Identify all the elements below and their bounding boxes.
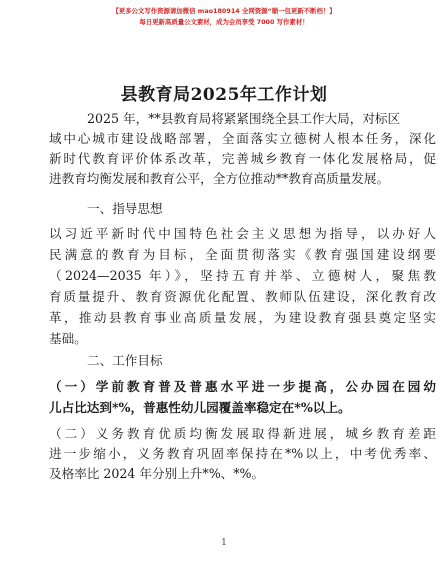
goal-line: （一）学前教育普及普惠水平进一步提高，公办园在园幼 (49, 379, 436, 394)
intro-line: 进教育均衡发展和教育公平，全方位推动**教育高质量发展。 (49, 171, 390, 186)
intro-line: 2025 年，**县教育局将紧紧围绕全县工作大局，对标区 (87, 111, 401, 126)
goal-line: （二）义务教育优质均衡发展取得新进展，城乡教育差距 (49, 426, 436, 441)
promo-banner-line-1: 【更多公文写作资源请加微信 mao180914 全网资源“顺一包更新不断档！】 (112, 7, 336, 15)
body-line: （2024—2035 年）》，坚持五育并举、立德树人，聚焦教 (49, 268, 436, 283)
body-line: 民满意的教育为目标，全面贯彻落实《教育强国建设纲要 (49, 247, 436, 262)
body-line: 育质量提升、教育资源优化配置、教师队伍建设，深化教育改 (49, 289, 436, 304)
page-number: 1 (221, 538, 227, 548)
section-heading-work-goals: 二、工作目标 (87, 353, 163, 368)
body-line: 基础。 (49, 331, 87, 346)
body-line: 革，推动县教育事业高质量发展，为建设教育强县奠定坚实 (49, 310, 436, 325)
body-line: 以习近平新时代中国特色社会主义思想为指导，以办好人 (49, 226, 436, 241)
document-title: 县教育局2025年工作计划 (120, 85, 328, 105)
goal-line: 进一步缩小，义务教育巩固率保持在*%以上，中考优秀率、 (49, 446, 436, 461)
intro-line: 新时代教育评价体系改革，完善城乡教育一体化发展格局，促 (49, 151, 436, 166)
section-heading-guiding-ideology: 一、指导思想 (87, 201, 163, 216)
goal-line: 儿占比达到*%，普惠性幼儿园覆盖率稳定在*%以上。 (49, 400, 351, 415)
promo-banner (0, 6, 448, 28)
promo-banner-line-2: 每日更新高质量公文素材，成为会员享受 7000 写作素材！ (139, 18, 309, 26)
goal-line: 及格率比 2024 年分别上升*%、*%。 (49, 466, 265, 481)
intro-line: 域中心城市建设战略部署，全面落实立德树人根本任务，深化 (49, 131, 436, 146)
